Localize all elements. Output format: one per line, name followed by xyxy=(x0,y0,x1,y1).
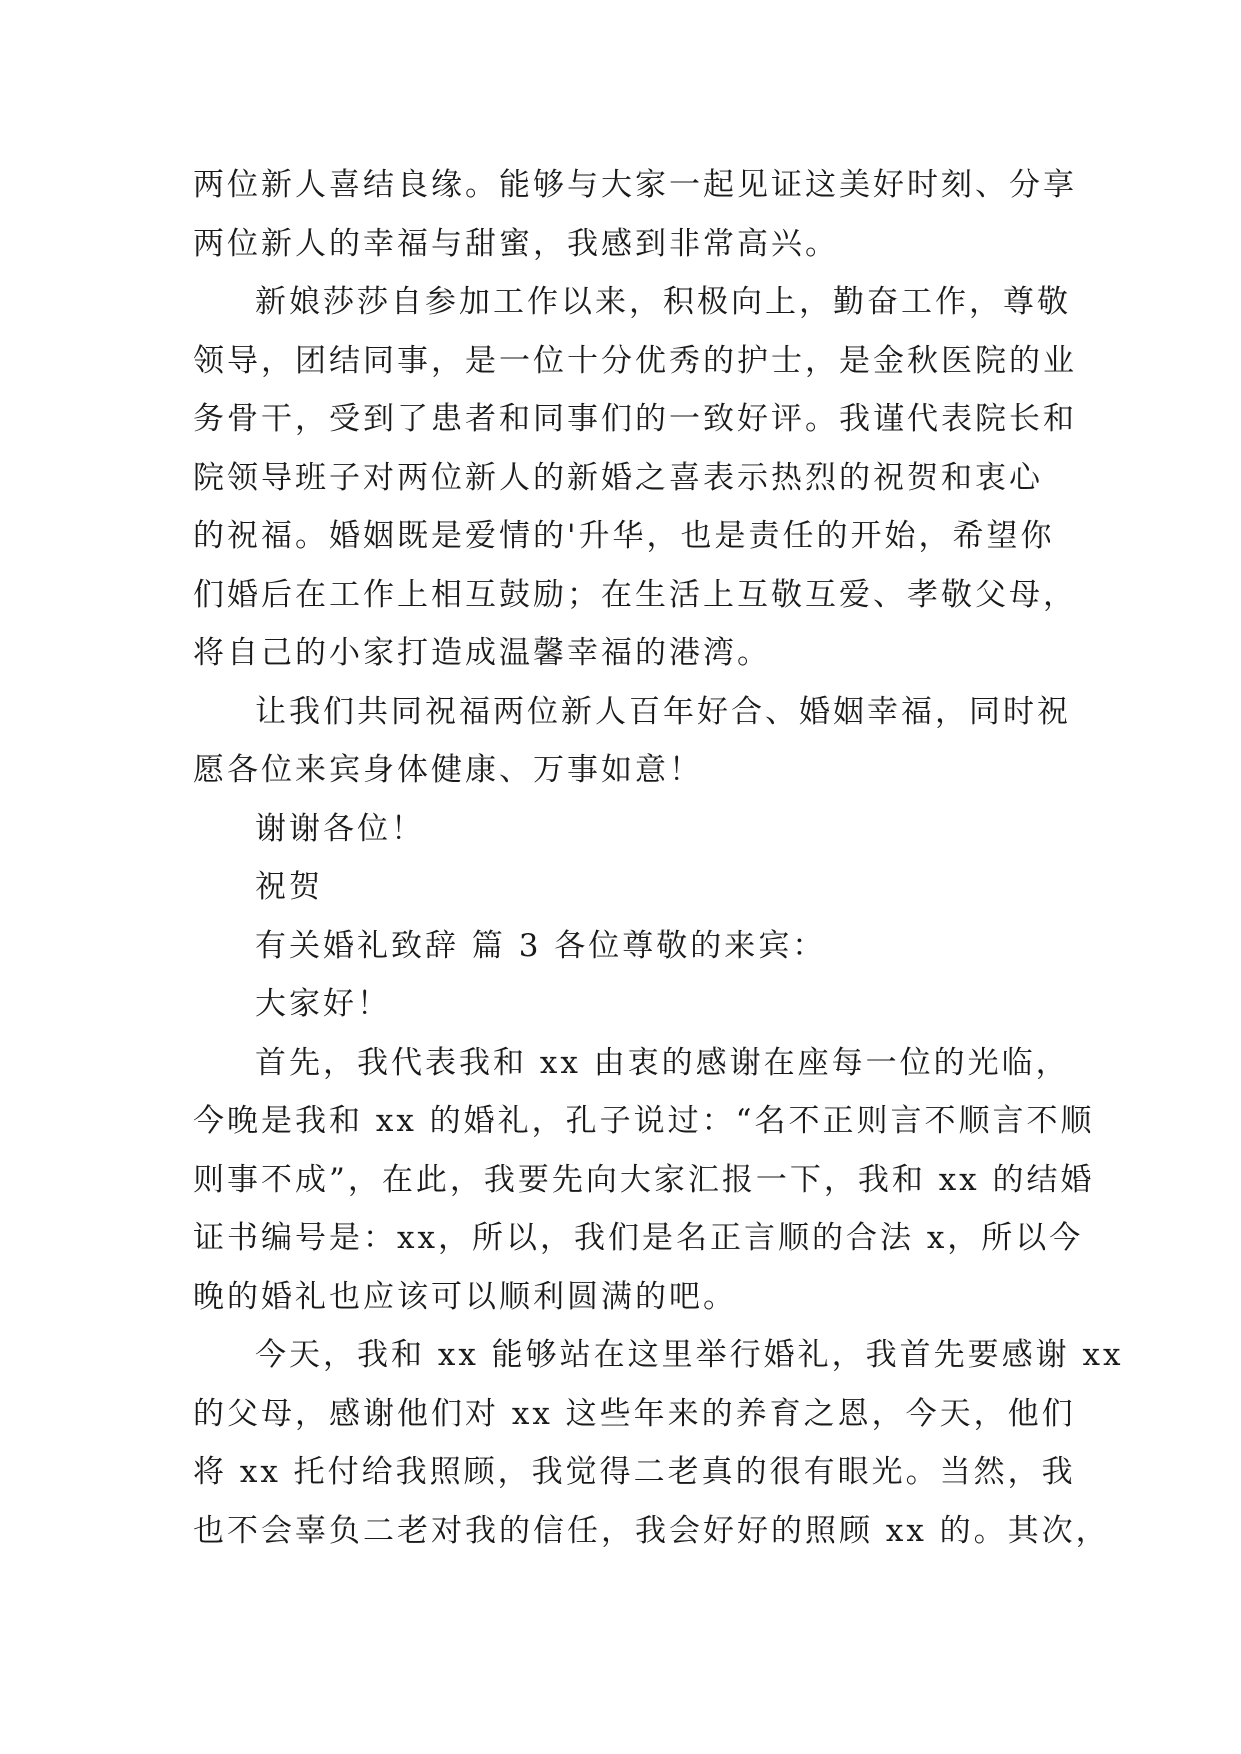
document-body xyxy=(193,156,1124,1560)
text-line: 两位新人喜结良缘。能够与大家一起见证这美好时刻、分享 xyxy=(193,167,1077,203)
paragraph-3 xyxy=(193,683,1071,800)
text-line: 让我们共同祝福两位新人百年好合、婚姻幸福，同时祝 xyxy=(255,693,1071,730)
text-line: 证书编号是：xx，所以，我们是名正言顺的合法 x，所以今 xyxy=(193,1220,1084,1256)
paragraph-2 xyxy=(193,273,1077,683)
text-line: 将自己的小家打造成温馨幸福的港湾。 xyxy=(193,635,771,671)
text-line: 的祝福。婚姻既是爱情的'升华，也是责任的开始，希望你 xyxy=(193,518,1055,554)
paragraph-7 xyxy=(193,975,1056,1034)
text-line: 领导，团结同事，是一位十分优秀的护士，是金秋医院的业 xyxy=(193,342,1077,379)
text-line: 新娘莎莎自参加工作以来，积极向上，勤奋工作，尊敬 xyxy=(255,284,1071,320)
text-line: 务骨干，受到了患者和同事们的一致好评。我谨代表院长和 xyxy=(193,401,1077,437)
text-line: 的父母，感谢他们对 xx 这些年来的养育之恩，今天，他们 xyxy=(193,1395,1076,1432)
text-line: 也不会辜负二老对我的信任，我会好好的照顾 xx 的。其次， xyxy=(193,1512,1110,1549)
text-line: 今天，我和 xx 能够站在这里举行婚礼，我首先要感谢 xx xyxy=(255,1337,1124,1373)
paragraph-9 xyxy=(193,1326,1124,1560)
paragraph-6 xyxy=(193,917,1056,976)
text-line: 大家好！ xyxy=(255,986,391,1022)
text-line: 院领导班子对两位新人的新婚之喜表示热烈的祝贺和衷心 xyxy=(193,459,1043,496)
text-line: 谢谢各位！ xyxy=(255,810,425,847)
paragraph-1 xyxy=(193,156,1077,273)
text-line: 们婚后在工作上相互鼓励；在生活上互敬互爱、孝敬父母， xyxy=(193,576,1077,613)
text-line: 则事不成”，在此，我要先向大家汇报一下，我和 xx 的结婚 xyxy=(193,1161,1095,1198)
paragraph-5 xyxy=(193,858,1056,917)
paragraph-8 xyxy=(193,1034,1095,1327)
text-line: 愿各位来宾身体健康、万事如意！ xyxy=(193,752,703,788)
text-line: 今晚是我和 xx 的婚礼，孔子说过：“名不正则言不顺言不顺 xyxy=(193,1103,1095,1139)
text-line: 祝贺 xyxy=(255,869,323,905)
text-line: 有关婚礼致辞 篇 3 各位尊敬的来宾： xyxy=(255,927,827,964)
text-line: 两位新人的幸福与甜蜜，我感到非常高兴。 xyxy=(193,225,839,262)
text-line: 晚的婚礼也应该可以顺利圆满的吧。 xyxy=(193,1278,737,1315)
text-line: 首先，我代表我和 xx 由衷的感谢在座每一位的光临， xyxy=(255,1044,1070,1081)
text-line: 将 xx 托付给我照顾，我觉得二老真的很有眼光。当然，我 xyxy=(193,1454,1076,1490)
paragraph-4 xyxy=(193,800,1056,859)
